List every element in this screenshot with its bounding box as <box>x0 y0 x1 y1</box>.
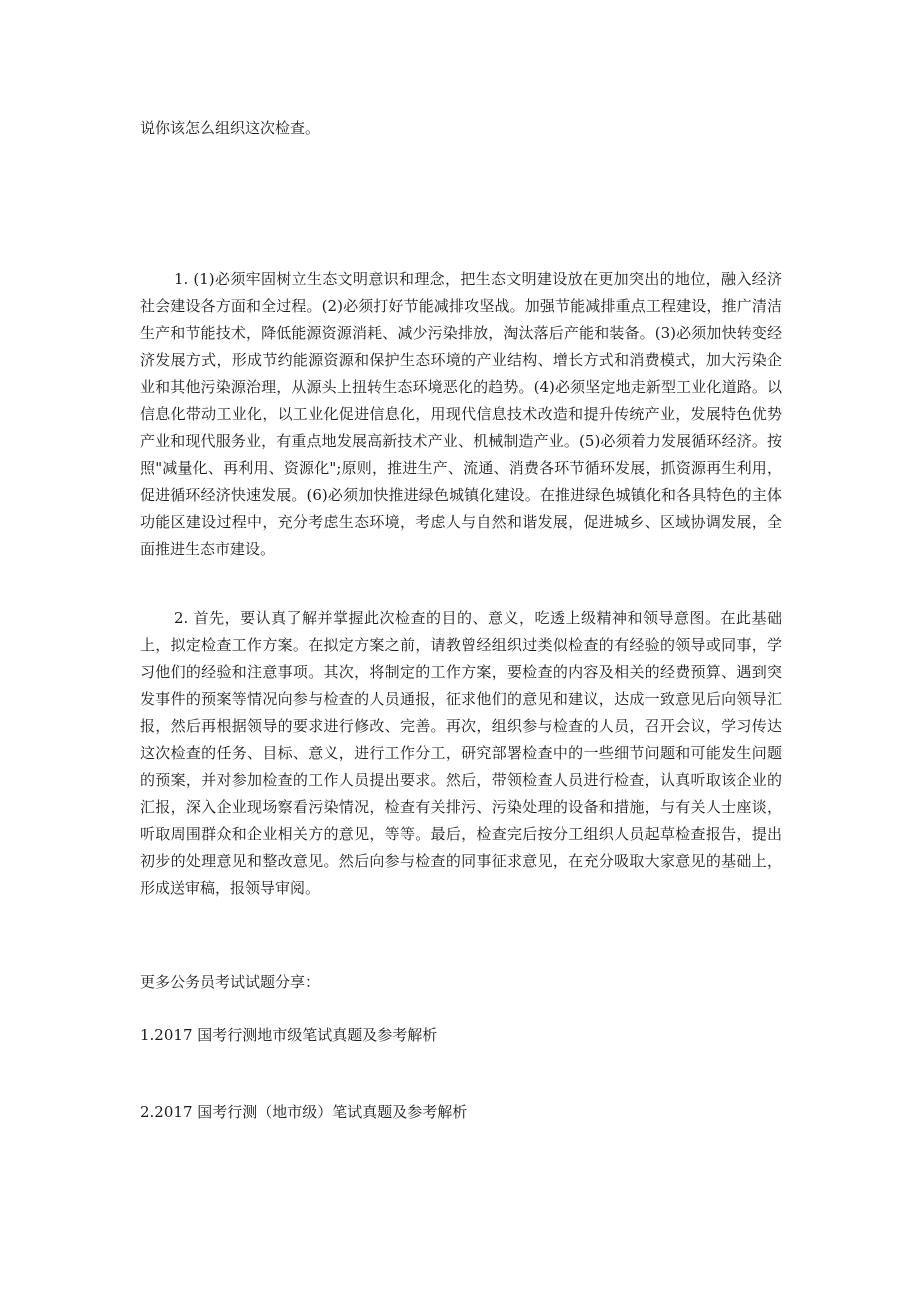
answer-paragraph-1: 1. (1)必须牢固树立生态文明意识和理念，把生态文明建设放在更加突出的地位，融入经济社会建设各方面和全过程。(2)必须打好节能减排攻坚战。加强节能减排重点工程建设，推广清洁生产和节能技术，降低能源资源消耗、减少污染排放，淘汰落后产能和装备。(3)必须加快转变经济发展方式，形成节约能源资源和保护生态环境的产业结构、增长方式和消费模式，加大污染企业和其他污染源治理，从源头上扭转生态环境恶化的趋势。(4)必须坚定地走新型工业化道路。以信息化带动工业化，以工业化促进信息化，用现代信息技术改造和提升传统产业，发展特色优势产业和现代服务业，有重点地发展高新技术产业、机械制造产业。(5)必须着力发展循环经济。按照"减量化、再利用、资源化";原则，推进生产、流通、消费各环节循环发展，抓资源再生利用，促进循环经济快速发展。(6)必须加快推进绿色城镇化建设。在推进绿色城镇化和各具特色的主体功能区建设过程中，充分考虑生态环境，考虑人与自然和谐发展，促进城乡、区域协调发展，全面推进生态市建设。 <box>140 270 782 558</box>
answer-paragraph-2: 2. 首先，要认真了解并掌握此次检查的目的、意义，吃透上级精神和领导意图。在此基础上，拟定检查工作方案。在拟定方案之前，请教曾经组织过类似检查的有经验的领导或同事，学习他们的经验和注意事项。其次，将制定的工作方案，要检查的内容及相关的经费预算、遇到突发事件的预案等情况向参与检查的人员通报，征求他们的意见和建议，达成一致意见后向领导汇报，然后再根据领导的要求进行修改、完善。再次，组织参与检查的人员，召开会议，学习传达这次检查的任务、目标、意义，进行工作分工，研究部署检查中的一些细节问题和可能发生问题的预案，并对参加检查的工作人员提出要求。然后，带领检查人员进行检查，认真听取该企业的汇报，深入企业现场察看污染情况，检查有关排污、污染处理的设备和措施，与有关人士座谈，听取周围群众和企业相关方的意见，等等。最后，检查完后按分工组织人员起草检查报告，提出初步的处理意见和整改意见。然后向参与检查的同事征求意见，在充分吸取大家意见的基础上，形成送审稿，报领导审阅。 <box>140 609 782 897</box>
related-link-1[interactable]: 1.2017 国考行测地市级笔试真题及参考解析 <box>140 1026 438 1044</box>
intro-line: 说你该怎么组织这次检查。 <box>140 119 321 137</box>
related-link-2[interactable]: 2.2017 国考行测（地市级）笔试真题及参考解析 <box>140 1103 468 1121</box>
more-questions-heading: 更多公务员考试试题分享： <box>140 973 321 991</box>
